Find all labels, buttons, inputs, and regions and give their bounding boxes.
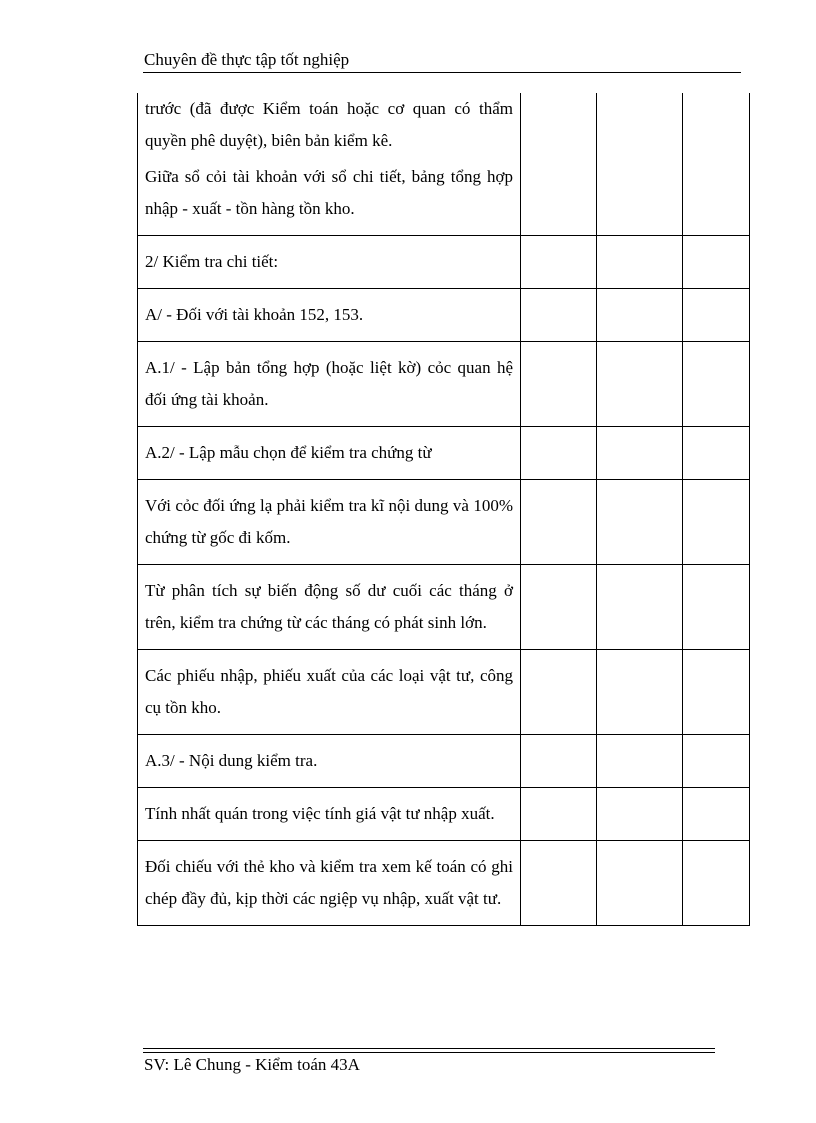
table-row — [138, 788, 750, 841]
table-row — [138, 236, 750, 289]
procedure-text: A.2/ - Lập mẫu chọn để kiểm tra chứng từ — [145, 443, 432, 462]
procedure-cell — [138, 735, 521, 788]
procedure-cell — [138, 565, 521, 650]
header-rule — [143, 72, 741, 73]
procedure-text: Với cỏc đối ứng lạ phải kiểm tra kĩ nội dung và 100% chứng từ gốc đi kốm. — [145, 496, 513, 547]
procedure-text: Tính nhất quán trong việc tính giá vật tư nhập xuất. — [145, 804, 495, 823]
procedure-text: A.3/ - Nội dung kiểm tra. — [145, 751, 318, 770]
procedure-text: 2/ Kiểm tra chi tiết: — [145, 252, 279, 271]
table-row — [138, 342, 750, 427]
procedure-cell — [138, 480, 521, 565]
empty-cell — [683, 650, 750, 735]
empty-cell — [597, 236, 683, 289]
empty-cell — [521, 93, 597, 236]
empty-cell — [521, 650, 597, 735]
empty-cell — [597, 93, 683, 236]
procedure-text: Giữa sổ cỏi tài khoản với sổ chi tiết, bảng tổng hợp nhập - xuất - tồn hàng tồn kho. — [145, 167, 513, 218]
procedure-cell — [138, 289, 521, 342]
empty-cell — [521, 342, 597, 427]
procedure-text: trước (đã được Kiểm toán hoặc cơ quan có thẩm quyền phê duyệt), biên bản kiểm kê. — [145, 99, 513, 150]
table-row — [138, 841, 750, 926]
empty-cell — [597, 841, 683, 926]
empty-cell — [597, 788, 683, 841]
table-row — [138, 289, 750, 342]
empty-cell — [521, 735, 597, 788]
empty-cell — [521, 841, 597, 926]
empty-cell — [683, 788, 750, 841]
table-row — [138, 650, 750, 735]
procedure-text: Đối chiếu với thẻ kho và kiểm tra xem kế toán có ghi chép đầy đủ, kịp thời các ngiệp vụ nhập, xuất vật tư. — [145, 857, 513, 908]
empty-cell — [521, 788, 597, 841]
empty-cell — [597, 735, 683, 788]
empty-cell — [597, 342, 683, 427]
empty-cell — [521, 289, 597, 342]
footer-rule — [143, 1048, 715, 1053]
empty-cell — [597, 565, 683, 650]
empty-cell — [597, 650, 683, 735]
table-body — [138, 93, 750, 926]
page-header-title: Chuyên đề thực tập tốt nghiệp — [144, 50, 350, 69]
table-row — [138, 735, 750, 788]
empty-cell — [683, 93, 750, 236]
empty-cell — [683, 342, 750, 427]
procedure-text: A/ - Đối với tài khoản 152, 153. — [145, 305, 364, 324]
procedure-text: A.1/ - Lập bản tổng hợp (hoặc liệt kờ) cỏc quan hệ đối ứng tài khoản. — [145, 358, 513, 409]
procedure-cell — [138, 93, 521, 236]
empty-cell — [683, 480, 750, 565]
procedure-cell — [138, 788, 521, 841]
empty-cell — [683, 841, 750, 926]
empty-cell — [597, 289, 683, 342]
empty-cell — [521, 480, 597, 565]
empty-cell — [683, 565, 750, 650]
procedure-text: Từ phân tích sự biến động số dư cuối các tháng ở trên, kiểm tra chứng từ các tháng có phát sinh lớn. — [145, 581, 513, 632]
empty-cell — [521, 427, 597, 480]
empty-cell — [521, 236, 597, 289]
empty-cell — [683, 427, 750, 480]
table-row — [138, 93, 750, 236]
empty-cell — [683, 289, 750, 342]
table-row — [138, 480, 750, 565]
empty-cell — [597, 480, 683, 565]
procedure-text: Các phiếu nhập, phiếu xuất của các loại vật tư, công cụ tồn kho. — [145, 666, 513, 717]
empty-cell — [683, 735, 750, 788]
empty-cell — [597, 427, 683, 480]
audit-procedure-table — [137, 93, 750, 926]
procedure-cell — [138, 342, 521, 427]
empty-cell — [683, 236, 750, 289]
table-row — [138, 427, 750, 480]
page-footer-text: SV: Lê Chung - Kiểm toán 43A — [144, 1055, 360, 1074]
procedure-cell — [138, 650, 521, 735]
procedure-cell — [138, 841, 521, 926]
table-row — [138, 565, 750, 650]
procedure-cell — [138, 236, 521, 289]
procedure-cell — [138, 427, 521, 480]
empty-cell — [521, 565, 597, 650]
